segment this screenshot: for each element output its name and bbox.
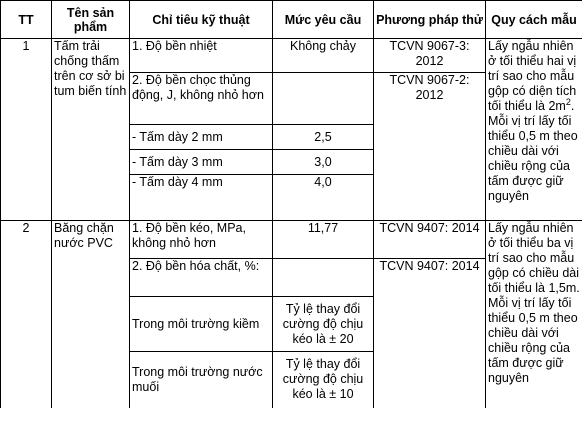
requirement-cell: Tỷ lệ thay đổi cường độ chịu kéo là ± 10 [273,352,374,408]
criteria-cell: 2. Độ bền chọc thủng động, J, không nhỏ hơn [130,73,273,125]
criteria-cell: 1. Độ bền nhiệt [130,39,273,73]
requirement-cell: 2,5 [273,125,374,150]
row-number: 1 [1,39,52,221]
requirement-cell: 3,0 [273,150,374,175]
requirement-cell: Không chảy [273,39,374,73]
criteria-cell: 1. Độ bền kéo, MPa, không nhỏ hơn [130,221,273,259]
test-method-cell: TCVN 9407: 2014 [374,221,486,259]
criteria-cell: 2. Độ bền hóa chất, %: [130,259,273,297]
requirement-cell [273,73,374,125]
table-row [1,39,582,73]
criteria-cell: - Tấm dày 2 mm [130,125,273,150]
header-technical-criteria: Chỉ tiêu kỹ thuật [130,1,273,39]
header-test-method: Phương pháp thử [374,1,486,39]
header-requirement-level: Mức yêu cầu [273,1,374,39]
sample-specification-cell [486,39,582,221]
sampling-text-tail: . Mỗi vị trí lấy tối thiểu 0,5 m theo chiều dài với chiều rộng của tấm được giữ nguyên [488,99,578,203]
table-row [1,221,582,259]
test-method-cell: TCVN 9407: 2014 [374,259,486,408]
row-number: 2 [1,221,52,408]
header-row [1,1,582,39]
sampling-text: Lấy ngẫu nhiên ở tối thiểu hai vị trí sao cho mẫu gộp có diện tích tối thiểu là 2m [488,39,577,113]
sampling-superscript: 2 [565,96,571,107]
criteria-cell: Trong môi trường nước muối [130,352,273,408]
requirement-cell: 11,77 [273,221,374,259]
criteria-cell: Trong môi trường kiềm [130,297,273,352]
requirement-cell: Tỷ lệ thay đổi cường độ chịu kéo là ± 20 [273,297,374,352]
test-method-cell: TCVN 9067-3: 2012 [374,39,486,73]
header-tt: TT [1,1,52,39]
header-sample-specification: Quy cách mẫu [486,1,582,39]
requirement-cell: 4,0 [273,175,374,221]
header-product-name: Tên sản phẩm [52,1,130,39]
test-method-cell: TCVN 9067-2: 2012 [374,73,486,221]
requirement-cell [273,259,374,297]
sample-specification-cell: Lấy ngẫu nhiên ở tối thiểu ba vị trí sao cho mẫu gộp có chiều dài tối thiểu là 1,5m. Mỗi vị trí lấy tối thiểu 0,5 m theo chiều dài với chiều rộng của tấm được giữ nguyên [486,221,582,408]
product-name: Băng chặn nước PVC [52,221,130,408]
product-name: Tấm trải chống thấm trên cơ sở bi tum biến tính [52,39,130,221]
criteria-cell: - Tấm dày 3 mm [130,150,273,175]
criteria-cell: - Tấm dày 4 mm [130,175,273,221]
